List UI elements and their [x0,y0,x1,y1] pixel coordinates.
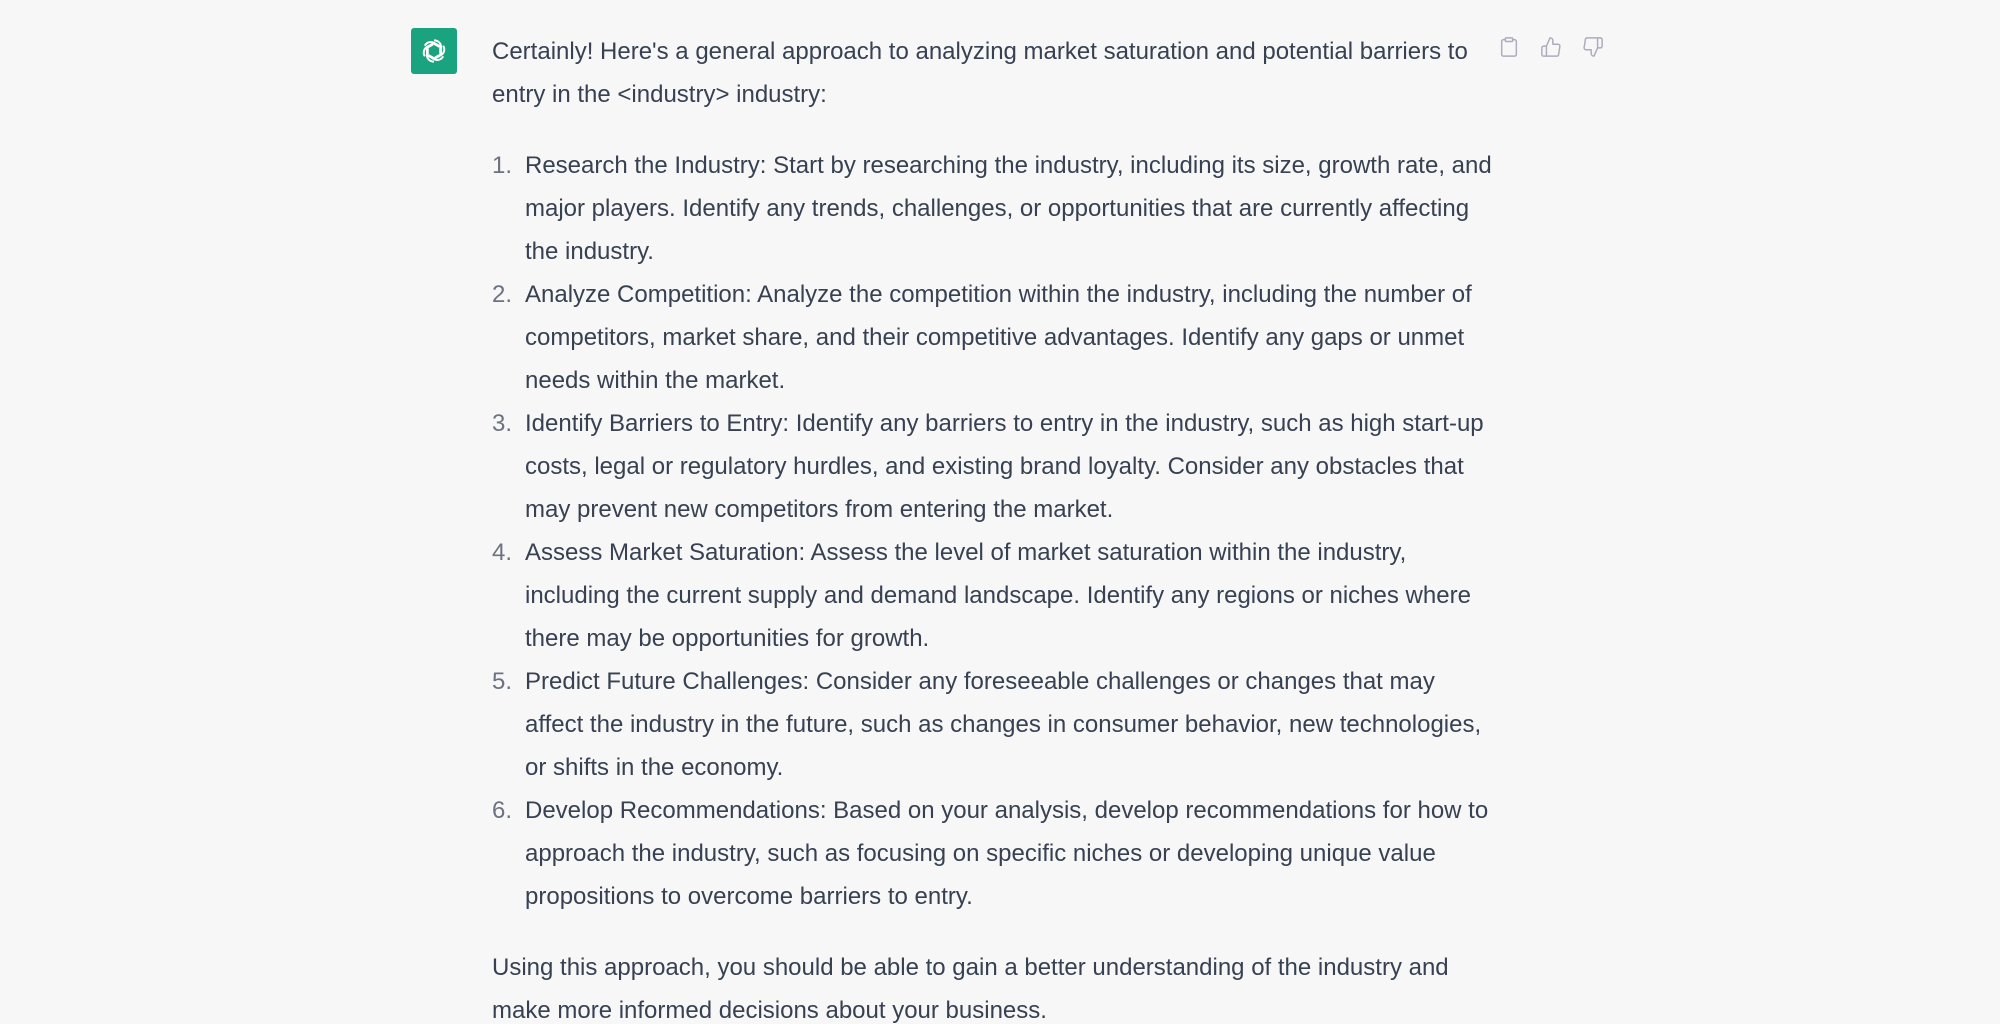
thumbs-up-icon [1540,36,1562,58]
step-text: Research the Industry: Start by researching the industry, including its size, growth rate, and major players. Identify any trends, challenges, or opportunities that are currently affecting the industry. [525,152,1492,265]
assistant-avatar [411,28,457,74]
step-number: 2. [492,281,513,308]
list-item [492,273,1492,402]
step-number: 1. [492,152,513,179]
clipboard-icon [1498,36,1520,58]
step-number: 3. [492,410,513,437]
step-number: 4. [492,539,513,566]
openai-logo-icon [417,34,451,68]
list-item [492,660,1492,789]
list-item [492,144,1492,273]
message-outro: Using this approach, you should be able to gain a better understanding of the industry and make more informed decisions about your business. [492,954,1449,1024]
message-intro: Certainly! Here's a general approach to analyzing market saturation and potential barriers to entry in the <industry> industry: [492,38,1468,108]
step-number: 6. [492,797,513,824]
thumbs-down-icon [1582,36,1604,58]
thumbs-down-button[interactable] [1579,33,1607,61]
list-item [492,402,1492,531]
thumbs-up-button[interactable] [1537,33,1565,61]
step-text: Analyze Competition: Analyze the competition within the industry, including the number of competitors, market share, and their competitive advantages. Identify any gaps or unmet needs within the market. [525,281,1472,394]
assistant-message [492,30,1492,1024]
step-number: 5. [492,668,513,695]
step-text: Identify Barriers to Entry: Identify any barriers to entry in the industry, such as high start-up costs, legal or regulatory hurdles, and existing brand loyalty. Consider any obstacles that may prevent new competitors from entering the market. [525,410,1484,523]
list-item [492,531,1492,660]
step-text: Develop Recommendations: Based on your analysis, develop recommendations for how to approach the industry, such as focusing on specific niches or developing unique value propositions to overcome barriers to entry. [525,797,1489,910]
list-item [492,789,1492,918]
step-text: Predict Future Challenges: Consider any foreseeable challenges or changes that may affect the industry in the future, such as changes in consumer behavior, new technologies, or shifts in the economy. [525,668,1482,781]
steps-list [492,144,1492,918]
step-text: Assess Market Saturation: Assess the level of market saturation within the industry, including the current supply and demand landscape. Identify any regions or niches where there may be opportunities for growth. [525,539,1471,652]
message-actions [1495,33,1607,61]
copy-button[interactable] [1495,33,1523,61]
